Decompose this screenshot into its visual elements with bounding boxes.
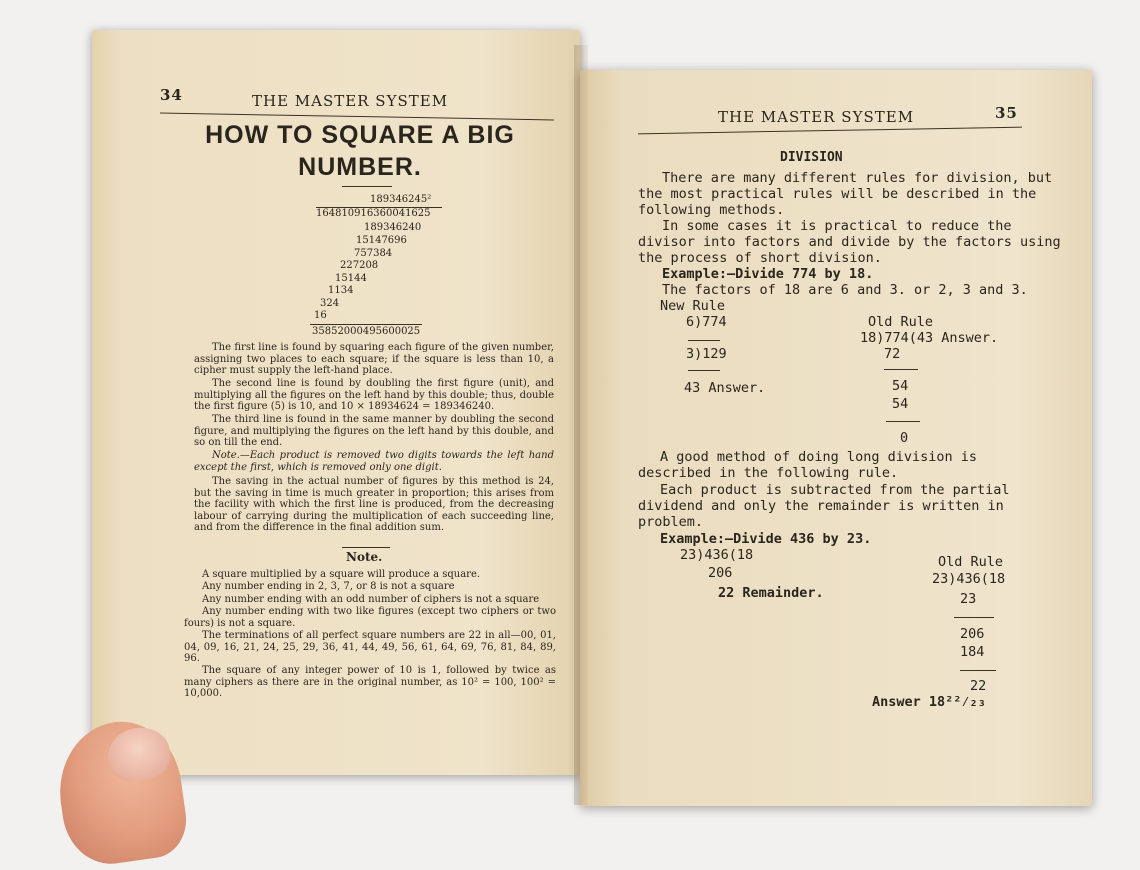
note-heading: Note. [346,550,383,564]
intro-line: In some cases it is practical to reduce the [662,218,1012,234]
new-rule-line: 3)129 [686,346,727,362]
note-rule [342,547,390,548]
paragraph: The first line is found by squaring each figure of the given number, assigning two places to each square; if the square is less than 10, a cipher must supply the left-hand place. [194,342,554,376]
old-rule-line: 72 [884,346,901,362]
ex2-line: 206 [708,565,733,581]
new-rule-bar [688,340,720,341]
left-page-number: 34 [160,86,183,104]
long-div-line: problem. [638,514,704,530]
calc-rule-bottom [310,324,422,325]
old-rule-2-line: 206 [960,626,985,642]
old-rule-line: 18)774(43 Answer. [860,330,999,346]
example-2: Example:—Divide 436 by 23. [660,531,872,547]
left-title-line2: NUMBER. [298,153,422,181]
calc-line: 1134 [328,285,354,296]
old-rule-2-line: 184 [960,644,985,660]
ex2-line: 22 Remainder. [718,585,824,601]
old-rule-line: 54 [892,396,909,412]
old-rule-line: 0 [900,430,909,446]
intro-line: the process of short division. [638,250,882,266]
long-div-line: A good method of doing long division is [660,449,977,465]
paragraph: The second line is found by doubling the first figure (unit), and multiplying all the figures on the left hand by this double; thus, double the first figure (5) is 10, and 10 × 18934624 = 189346240. [194,378,554,412]
old-rule-2-line: 22 [970,678,987,694]
note-item: Any number ending in 2, 3, 7, or 8 is not a square [202,581,455,592]
note-item: Any number ending with an odd number of ciphers is not a square [202,594,540,605]
old-rule-2-label: Old Rule [938,554,1004,570]
answer-line: Answer 18²²⁄₂₃ [872,694,986,710]
open-book [84,20,1094,820]
factors-line: The factors of 18 are 6 and 3. or 2, 3 and 3. [662,282,1028,298]
calc-line: 164810916360041625 [316,208,431,219]
old-rule-2-line: 23)436(18 [932,571,1006,587]
calc-line: 15144 [335,273,367,284]
calc-line: 16 [314,310,327,321]
intro-line: There are many different rules for division, but [662,170,1053,186]
old-rule-2-line: 23 [960,591,977,607]
right-page-number: 35 [995,104,1018,122]
calc-line: 757384 [354,248,393,259]
ex2-line: 23)436(18 [680,547,754,563]
new-rule-bar [688,370,720,371]
calc-result: 35852000495600025 [312,326,421,337]
paragraph: The third line is found in the same manner by doubling the second figure, and multiplying the figures on the left hand by this double, and so on till the end. [194,414,554,448]
note-item: Any number ending with two like figures (except two ciphers or two fours) is not a square. [184,606,556,629]
calc-line: 15147696 [356,235,407,246]
note-item: The square of any integer power of 10 is 1, followed by twice as many ciphers as there are in the original number, as 10² = 100, 100² = 10,000. [184,665,556,699]
long-div-line: Each product is subtracted from the partial [660,482,1010,498]
right-running-header: THE MASTER SYSTEM [718,108,915,126]
paragraph: The saving in the actual number of figures by this method is 24, but the saving in time is much greater in proportion; this arises from the facility with which the first line is produced, from the decreasing labour of carrying during the multiplication of each succeeding line, and from the difference in the final addition sum. [194,476,554,533]
new-rule-label: New Rule [660,298,726,314]
old-rule-line: 54 [892,378,909,394]
note-item: A square multiplied by a square will produce a square. [202,569,481,580]
old-rule-bar [884,369,918,370]
book-gutter [574,45,588,805]
intro-line: the most practical rules will be described in the [638,186,1037,202]
left-running-header: THE MASTER SYSTEM [252,92,449,110]
old-rule-label: Old Rule [868,314,934,330]
new-rule-line: 43 Answer. [684,380,766,396]
calc-line: 227208 [340,260,379,271]
calc-line: 324 [320,298,340,309]
old-rule-2-bar [960,670,996,671]
title-underline [342,186,392,187]
calc-line: 189346245² [370,194,432,205]
example-1: Example:—Divide 774 by 18. [662,266,874,282]
intro-line: following methods. [638,202,785,218]
long-div-line: dividend and only the remainder is written in [638,498,1004,514]
left-title-line1: HOW TO SQUARE A BIG [205,121,515,149]
new-rule-line: 6)774 [686,314,727,330]
paragraph-note: Note.—Each product is removed two digits towards the left hand except the first, which is removed only one digit. [194,450,554,473]
section-title: DIVISION [780,150,843,165]
calc-line: 189346240 [364,222,422,233]
old-rule-bar [886,421,920,422]
intro-line: divisor into factors and divide by the factors using [638,234,1061,250]
note-item: The terminations of all perfect square numbers are 22 in all—00, 01, 04, 09, 16, 21, 24, 25, 29, 36, 41, 44, 49, 56, 61, 64, 69, 76, 81, 84, 89, 96. [184,630,556,664]
long-div-line: described in the following rule. [638,465,899,481]
old-rule-2-bar [954,617,994,618]
